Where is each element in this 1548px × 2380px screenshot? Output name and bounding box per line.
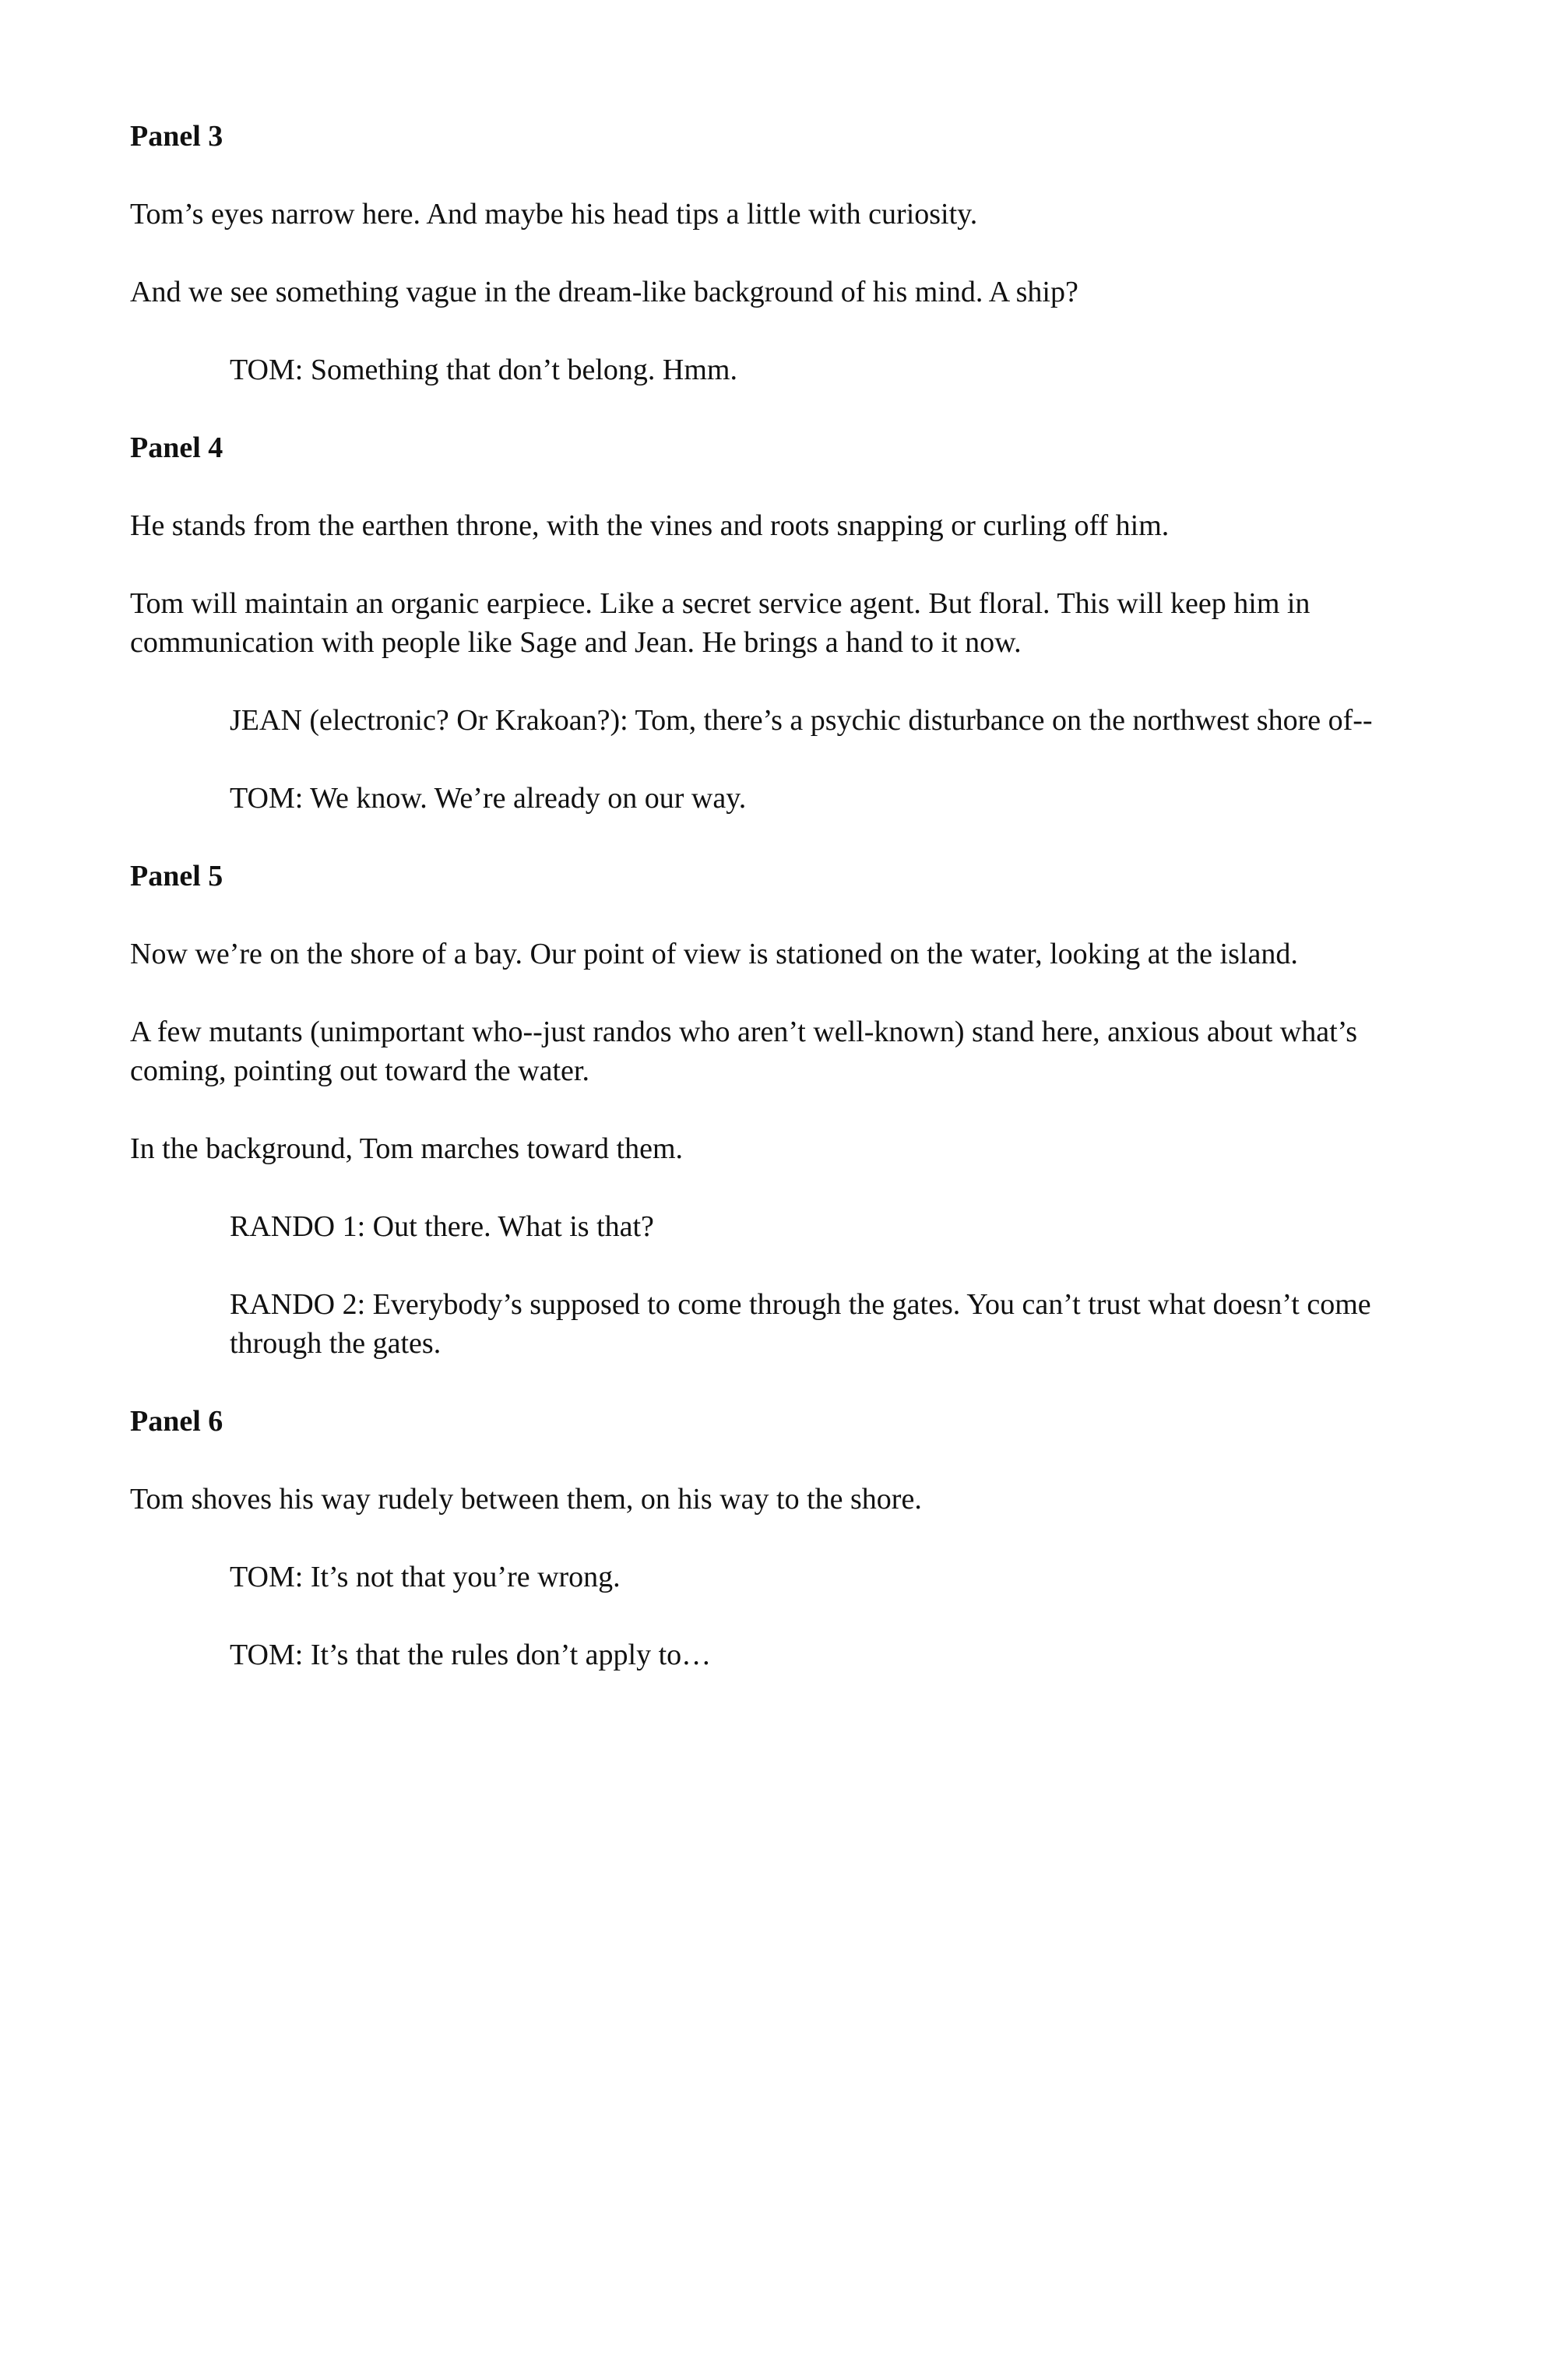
action-line: Tom will maintain an organic earpiece. Like a secret service agent. But floral. This will keep him in communication with people like Sage and Jean. He brings a hand to it now. <box>130 587 1311 659</box>
dialogue-line: TOM: Something that don’t belong. Hmm. <box>230 354 737 386</box>
dialogue-line: TOM: It’s not that you’re wrong. <box>230 1561 621 1593</box>
dialogue-line: TOM: It’s that the rules don’t apply to… <box>230 1639 712 1671</box>
action-line: A few mutants (unimportant who--just randos who aren’t well-known) stand here, anxious about what’s coming, pointing out toward the water. <box>130 1016 1357 1087</box>
action-line: Now we’re on the shore of a bay. Our point of view is stationed on the water, looking at the island. <box>130 938 1298 970</box>
panel-heading: Panel 6 <box>130 1405 223 1438</box>
panel-3 <box>130 117 1407 389</box>
panel-heading: Panel 5 <box>130 860 223 892</box>
action-line: Tom shoves his way rudely between them, on his way to the shore. <box>130 1483 922 1516</box>
action-line: He stands from the earthen throne, with the vines and roots snapping or curling off him. <box>130 509 1170 542</box>
panel-heading: Panel 3 <box>130 120 223 153</box>
dialogue-line: JEAN (electronic? Or Krakoan?): Tom, there’s a psychic disturbance on the northwest shore of-- <box>230 704 1373 737</box>
panel-heading: Panel 4 <box>130 431 223 464</box>
panel-4 <box>130 428 1407 818</box>
action-line: Tom’s eyes narrow here. And maybe his head tips a little with curiosity. <box>130 198 978 231</box>
action-line: In the background, Tom marches toward them. <box>130 1132 683 1165</box>
panel-5 <box>130 857 1407 1363</box>
dialogue-line: RANDO 2: Everybody’s supposed to come through the gates. You can’t trust what doesn’t come through the gates. <box>230 1288 1371 1360</box>
action-line: And we see something vague in the dream-like background of his mind. A ship? <box>130 276 1078 308</box>
dialogue-line: RANDO 1: Out there. What is that? <box>230 1210 654 1243</box>
panel-6 <box>130 1402 1407 1674</box>
script-content <box>130 117 1407 1713</box>
dialogue-line: TOM: We know. We’re already on our way. <box>230 782 747 815</box>
